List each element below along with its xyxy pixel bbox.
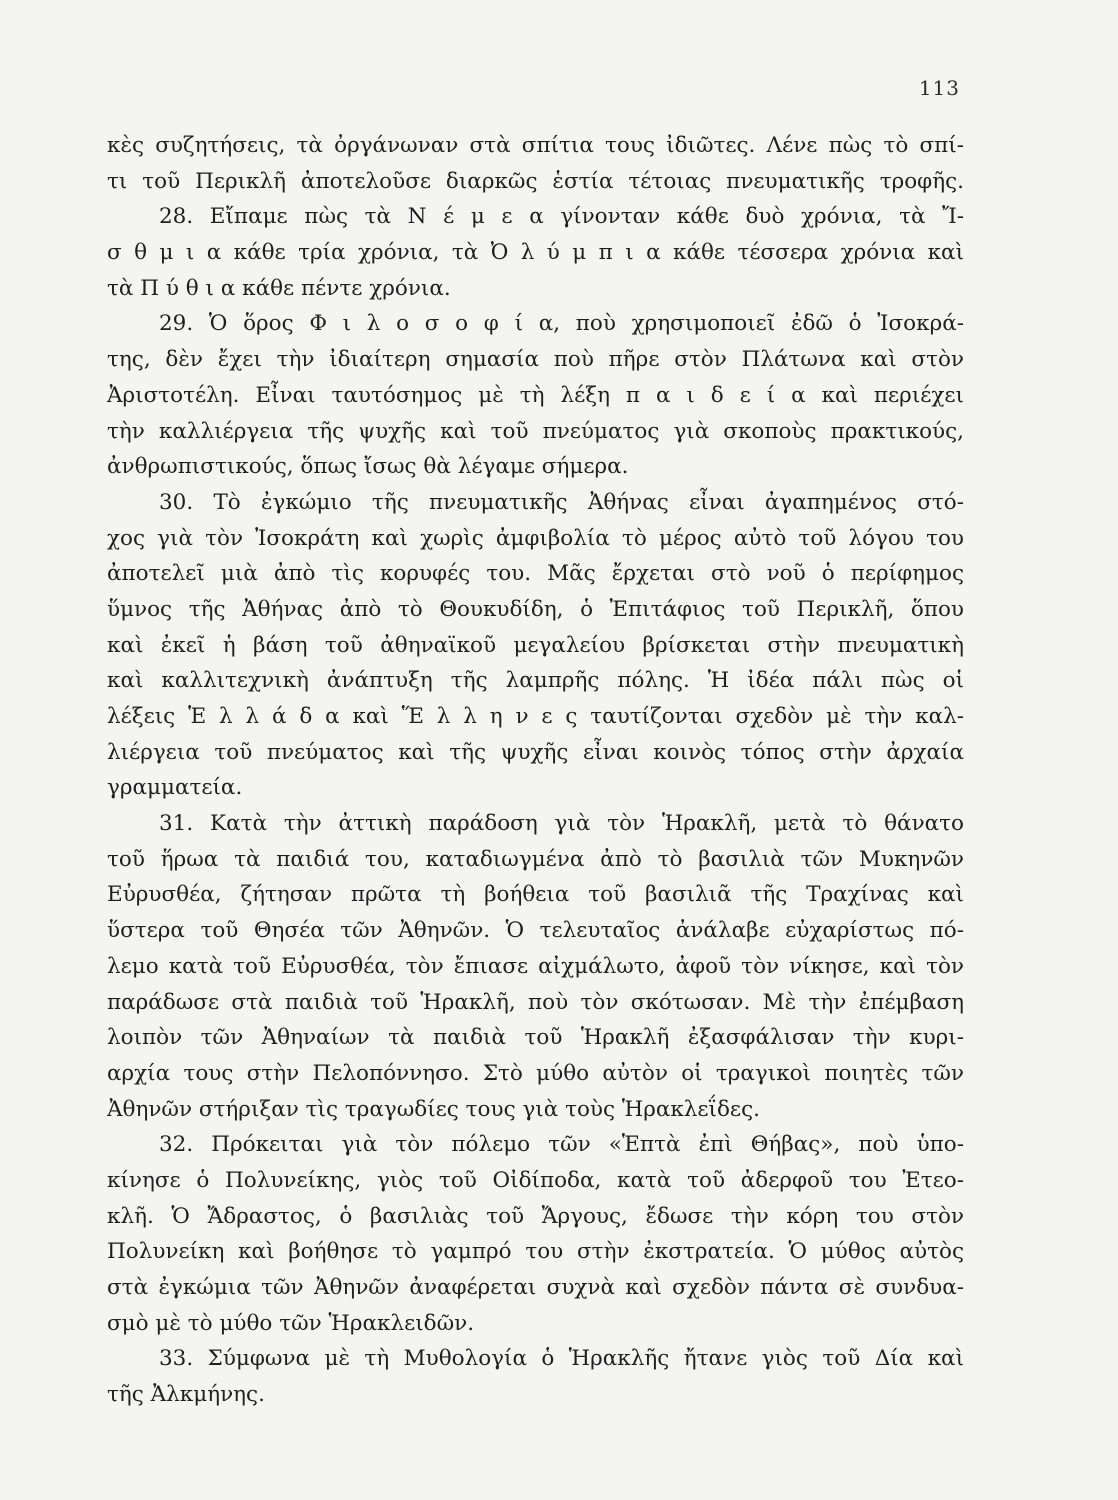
text-line: λοιπὸν τῶν Ἀθηναίων τὰ παιδιὰ τοῦ Ἡρακλῆ ἐξασφάλισαν τὴν κυρι- — [107, 1025, 964, 1051]
text-line: 32. Πρόκειται γιὰ τὸν πόλεμο τῶν «Ἑπτὰ ἐπὶ Θήβας», ποὺ ὑπο- — [159, 1132, 964, 1158]
text-line: τοῦ ἥρωα τὰ παιδιά του, καταδιωγμένα ἀπὸ τὸ βασιλιὰ τῶν Μυκηνῶν — [107, 846, 964, 872]
text-line: γραμματεία. — [107, 775, 243, 801]
text-line: λέξεις Ἑ λ λ ά δ α καὶ Ἕ λ λ η ν ε ς ταυτίζονται σχεδὸν μὲ τὴν καλ- — [107, 704, 964, 729]
text-line: αρχία τους στὴν Πελοπόννησο. Στὸ μύθο αὐτὸν οἱ τραγικοὶ ποιητὲς τῶν — [107, 1060, 964, 1086]
text-line: Εὐρυσθέα, ζήτησαν πρῶτα τὴ βοήθεια τοῦ βασιλιᾶ τῆς Τραχίνας καὶ — [107, 882, 964, 908]
text-line: στὰ ἐγκώμια τῶν Ἀθηνῶν ἀναφέρεται συχνὰ καὶ σχεδὸν πάντα σὲ συνδυα- — [107, 1275, 964, 1300]
text-line: τῆς Ἀλκμήνης. — [107, 1382, 265, 1408]
text-line: σμὸ μὲ τὸ μύθο τῶν Ἡρακλειδῶν. — [107, 1310, 475, 1336]
text-line: κλῆ. Ὁ Ἄδραστος, ὁ βασιλιὰς τοῦ Ἄργους, ἔδωσε τὴν κόρη του στὸν — [107, 1203, 964, 1229]
text-line: λιέργεια τοῦ πνεύματος καὶ τῆς ψυχῆς εἶναι κοινὸς τόπος στὴν ἀρχαία — [107, 739, 964, 765]
text-line: 30. Τὸ ἐγκώμιο τῆς πνευματικῆς Ἀθήνας εἶναι ἀγαπημένος στό- — [159, 489, 964, 515]
text-line: της, δὲν ἔχει τὴν ἰδιαίτερη σημασία ποὺ πῆρε στὸν Πλάτωνα καὶ στὸν — [107, 347, 964, 373]
text-line: ὕστερα τοῦ Θησέα τῶν Ἀθηνῶν. Ὁ τελευταῖος ἀνάλαβε εὐχαρίστως πό- — [107, 918, 964, 944]
text-line: 31. Κατὰ τὴν ἀττικὴ παράδοση γιὰ τὸν Ἡρακλῆ, μετὰ τὸ θάνατο — [159, 811, 964, 837]
text-line: ἀνθρωπιστικούς, ὅπως ἴσως θὰ λέγαμε σήμερα. — [107, 454, 629, 480]
text-line: 28. Εἴπαμε πὼς τὰ Ν έ μ ε α γίνονταν κάθε δυὸ χρόνια, τὰ Ἴ- — [159, 204, 964, 230]
notes-text-block — [107, 128, 964, 1413]
text-line: Ἀθηνῶν στήριξαν τὶς τραγωδίες τους γιὰ τοὺς Ἡρακλεΐδες. — [107, 1096, 760, 1122]
text-line: καὶ ἐκεῖ ἡ βάση τοῦ ἀθηναϊκοῦ μεγαλείου βρίσκεται στὴν πνευματικὴ — [107, 632, 964, 658]
text-line: Πολυνείκη καὶ βοήθησε τὸ γαμπρό του στὴν ἐκστρατεία. Ὁ μύθος αὐτὸς — [107, 1239, 964, 1265]
text-line: καὶ καλλιτεχνικὴ ἀνάπτυξη τῆς λαμπρῆς πόλης. Ἡ ἰδέα πάλι πὼς οἱ — [107, 668, 964, 694]
text-line: σ θ μ ι α κάθε τρία χρόνια, τὰ Ὀ λ ύ μ π ι α κάθε τέσσερα χρόνια καὶ — [107, 240, 964, 266]
text-line: ἀποτελεῖ μιὰ ἀπὸ τὶς κορυφές του. Μᾶς ἔρχεται στὸ νοῦ ὁ περίφημος — [107, 561, 964, 587]
text-line: 29. Ὁ ὅρος Φ ι λ ο σ ο φ ί α, ποὺ χρησιμοποιεῖ ἐδῶ ὁ Ἰσοκρά- — [159, 311, 964, 337]
text-line: λεμο κατὰ τοῦ Εὐρυσθέα, τὸν ἔπιασε αἰχμάλωτο, ἀφοῦ τὸν νίκησε, καὶ τὸν — [107, 953, 964, 979]
text-line: τι τοῦ Περικλῆ ἀποτελοῦσε διαρκῶς ἑστία τέτοιας πνευματικῆς τροφῆς. — [107, 168, 964, 194]
text-line: χος γιὰ τὸν Ἰσοκράτη καὶ χωρὶς ἀμφιβολία τὸ μέρος αὐτὸ τοῦ λόγου του — [107, 525, 964, 551]
page-number: 113 — [918, 76, 960, 100]
text-line: παράδωσε στὰ παιδιὰ τοῦ Ἡρακλῆ, ποὺ τὸν σκότωσαν. Μὲ τὴν ἐπέμβαση — [107, 989, 964, 1015]
text-line: 33. Σύμφωνα μὲ τὴ Μυθολογία ὁ Ἡρακλῆς ἤτανε γιὸς τοῦ Δία καὶ — [159, 1346, 964, 1372]
text-line: Ἀριστοτέλη. Εἶναι ταυτόσημος μὲ τὴ λέξη π α ι δ ε ί α καὶ περιέχει — [107, 382, 964, 408]
text-line: τὴν καλλιέργεια τῆς ψυχῆς καὶ τοῦ πνεύματος γιὰ σκοποὺς πρακτικούς, — [107, 418, 964, 444]
text-line: κὲς συζητήσεις, τὰ ὀργάνωναν στὰ σπίτια τους ἰδιῶτες. Λένε πὼς τὸ σπί- — [107, 133, 964, 158]
text-line: κίνησε ὁ Πολυνείκης, γιὸς τοῦ Οἰδίποδα, κατὰ τοῦ ἀδερφοῦ του Ἐτεο- — [107, 1167, 964, 1193]
text-line: ὕμνος τῆς Ἀθήνας ἀπὸ τὸ Θουκυδίδη, ὁ Ἐπιτάφιος τοῦ Περικλῆ, ὅπου — [107, 596, 964, 622]
text-line: τὰ Π ύ θ ι α κάθε πέντε χρόνια. — [107, 275, 451, 301]
